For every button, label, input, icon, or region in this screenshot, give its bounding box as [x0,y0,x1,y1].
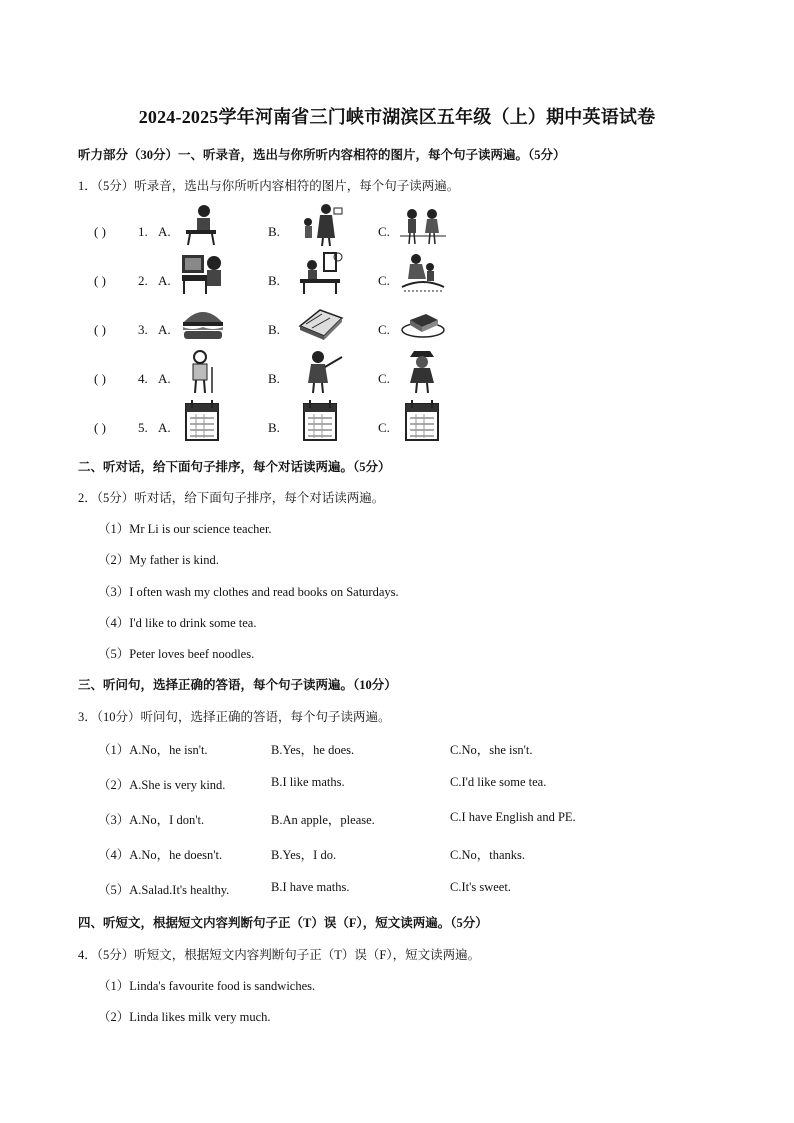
sandwich-icon [298,300,344,344]
option-b-label: B. [268,371,280,386]
q3-option-c: C.I'd like some tea. [450,775,547,789]
option-c-label: C. [378,273,390,288]
children-playing-icon [400,251,446,295]
question-number: 3. [138,322,148,337]
option-c-label: C. [378,224,390,239]
q2-item: （5）Peter loves beef noodles. [98,647,255,661]
old-man-icon [180,349,226,393]
girl-reading-desk-icon [298,251,344,295]
section4-header: 四、听短文，根据短文内容判断句子正（T）误（F），短文读两遍。（5分） [78,916,488,930]
q1-row [94,406,514,452]
q3-option-a: （5）A.Salad.It's healthy. [98,883,230,897]
q3-option-a: （3）A.No，I don't. [98,813,205,827]
option-b-label: B. [268,224,280,239]
question-number: 5. [138,420,148,435]
q3-option-a: （4）A.No，he doesn't. [98,848,223,862]
page-title: 2024-2025学年河南省三门峡市湖滨区五年级（上）期中英语试卷 [138,107,656,127]
question-number: 1. [138,224,148,239]
q1-row [94,357,514,403]
q3-option-b: B.I have maths. [271,880,350,894]
girl-hat-icon [400,349,446,393]
answer-blank: ( ) [94,224,106,239]
answer-blank: ( ) [94,273,106,288]
q3-option-a: （2）A.She is very kind. [98,778,226,792]
two-children-talking-icon [400,202,446,246]
q1-row [94,259,514,305]
q3-option-c: C.It's sweet. [450,880,511,894]
teacher-pointer-icon [298,349,344,393]
cake-plate-icon [400,300,446,344]
option-c-label: C. [378,322,390,337]
part1-header: 听力部分（30分）一、听录音，选出与你所听内容相符的图片，每个句子读两遍。（5分） [78,148,566,162]
q3-option-b: B.Yes，he does. [271,743,355,757]
question-number: 4. [138,371,148,386]
answer-blank: ( ) [94,420,106,435]
calendar-icon [400,398,446,442]
q3-option-b: B.Yes，I do. [271,848,337,862]
q3-option-b: B.An apple，please. [271,813,375,827]
boy-drawing-icon [180,202,226,246]
q2-item: （4）I'd like to drink some tea. [98,616,257,630]
q3-option-b: B.I like maths. [271,775,345,789]
answer-blank: ( ) [94,322,106,337]
option-a-label: A. [158,371,171,386]
option-c-label: C. [378,420,390,435]
section2-header: 二、听对话，给下面句子排序，每个对话读两遍。（5分） [78,460,391,474]
option-c-label: C. [378,371,390,386]
section3-header: 三、听问句，选择正确的答语，每个句子读两遍。（10分） [78,678,397,692]
q3-option-a: （1）A.No，he isn't. [98,743,208,757]
hamburger-icon [180,300,226,344]
calendar-icon [298,398,344,442]
q3-option-c: C.I have English and PE. [450,810,576,824]
option-a-label: A. [158,224,171,239]
q4-stem: 4．（5分）听短文，根据短文内容判断句子正（T）误（F），短文读两遍。 [78,948,481,962]
q1-row [94,308,514,354]
option-b-label: B. [268,322,280,337]
q4-item: （2）Linda likes milk very much. [98,1010,271,1024]
q2-stem: 2．（5分）听对话，给下面句子排序，每个对话读两遍。 [78,491,385,505]
option-b-label: B. [268,420,280,435]
q3-stem: 3．（10分）听问句，选择正确的答语，每个句子读两遍。 [78,710,391,724]
question-number: 2. [138,273,148,288]
q3-option-c: C.No，thanks. [450,848,526,862]
q2-item: （2）My father is kind. [98,553,219,567]
q2-item: （1）Mr Li is our science teacher. [98,522,272,536]
q1-row [94,210,514,256]
option-a-label: A. [158,322,171,337]
calendar-icon [180,398,226,442]
q2-item: （3）I often wash my clothes and read books on Saturdays. [98,585,399,599]
answer-blank: ( ) [94,371,106,386]
q3-option-c: C.No，she isn't. [450,743,533,757]
option-a-label: A. [158,273,171,288]
mother-child-icon [298,202,344,246]
q1-stem: 1．（5分）听录音，选出与你所听内容相符的图片，每个句子读两遍。 [78,179,460,193]
option-b-label: B. [268,273,280,288]
option-a-label: A. [158,420,171,435]
q4-item: （1）Linda's favourite food is sandwiches. [98,979,316,993]
boy-computer-icon [180,251,226,295]
